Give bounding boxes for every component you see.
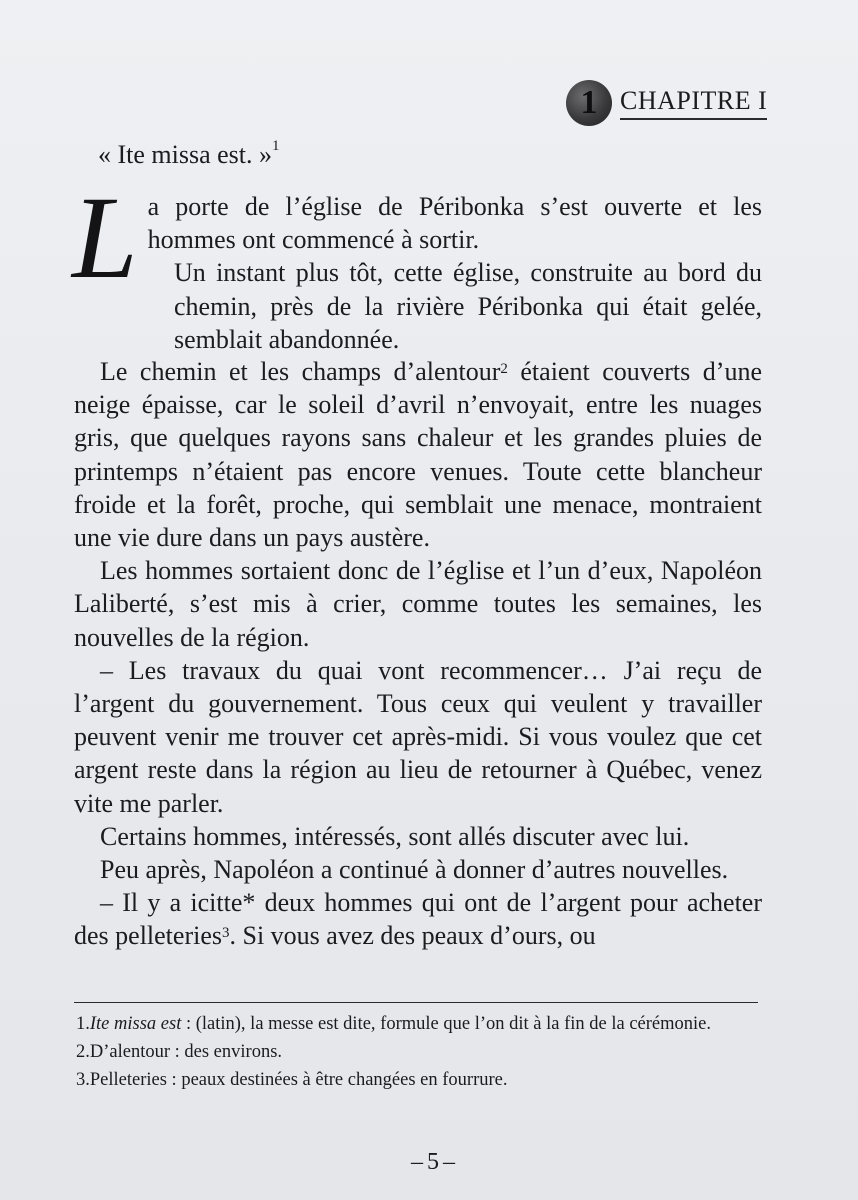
chapter-number-badge: 1 [566, 80, 612, 126]
paragraph-4-text: Les hommes sortaient donc de l’église et l’un d’eux, Napoléon Laliberté, s’est mis à crier, comme toutes les semaines, les nouvelles de la région. [74, 556, 762, 652]
paragraph-5-text: – Les travaux du quai vont recommencer… J’ai reçu de l’argent du gouvernement. Tous ceux qui veulent y travailler peuvent venir me trouver cet après-midi. Si vous voulez que cet argent reste dans la région au lieu de retourner à Québec, venez vite me parler. [74, 655, 762, 818]
paragraph-2 [74, 256, 762, 356]
footnote-1 [76, 1012, 766, 1036]
paragraph-8 [74, 886, 762, 952]
footnotes [76, 1012, 766, 1096]
footnote-1-term: Ite missa est [89, 1014, 182, 1034]
page-number-value: 5 [427, 1149, 439, 1175]
chapter-header [566, 80, 767, 126]
paragraph-3-text-b: étaient couverts d’une neige épaisse, car le soleil d’avril n’envoyait, entre les nuages gris, que quelques rayons sans chaleur et les grandes pluies de printemps n’étaient pas encore venues. Toute cette blancheur froide et la forêt, proche, qui semblait une menace, montraient une vie dure dans un pays austère. [74, 357, 762, 553]
chapter-title: CHAPITRE I [620, 86, 767, 120]
footnote-3 [76, 1068, 766, 1092]
page-number-dash-left: – [411, 1149, 423, 1175]
paragraph-3 [74, 355, 762, 554]
epigraph [98, 140, 280, 170]
drop-cap: L [72, 172, 138, 303]
footnote-2 [76, 1040, 766, 1064]
paragraph-6 [74, 820, 762, 853]
footnote-2-text: D’alentour : des environs. [89, 1042, 283, 1062]
paragraph-4 [74, 554, 762, 654]
footnote-2-number: 2. [76, 1042, 90, 1062]
paragraph-8-text-b: . Si vous avez des peaux d’ours, ou [229, 921, 596, 951]
page-number-dash-right: – [443, 1149, 455, 1175]
paragraph-6-text: Certains hommes, intéressés, sont allés discuter avec lui. [100, 821, 690, 851]
paragraph-3-text-a: Le chemin et les champs d’alentour [100, 357, 501, 387]
footnote-1-text: : (latin), la messe est dite, formule que l’on dit à la fin de la cérémonie. [181, 1014, 711, 1034]
footnote-ref-2: 2 [500, 361, 508, 378]
paragraph-1-text: a porte de l’église de Péribonka s’est ouverte et les hommes ont commencé à sortir. [147, 192, 762, 255]
paragraph-7 [74, 853, 762, 886]
paragraph-1 [72, 172, 762, 303]
paragraph-5 [74, 654, 762, 820]
epigraph-text: « Ite missa est. » [98, 140, 273, 169]
footnote-3-number: 3. [76, 1070, 90, 1090]
body-text [72, 172, 762, 953]
page-number [0, 1149, 858, 1176]
footnote-3-text: Pelleteries : peaux destinées à être changées en fourrure. [89, 1070, 508, 1090]
footnote-ref-3: 3 [222, 925, 230, 942]
footnote-ref-1: 1 [272, 138, 280, 154]
paragraph-2-text: Un instant plus tôt, cette église, construite au bord du chemin, près de la rivière Péribonka qui était gelée, semblait abandonnée. [174, 258, 762, 354]
paragraph-7-text: Peu après, Napoléon a continué à donner d’autres nouvelles. [100, 855, 729, 885]
footnote-divider [74, 1002, 758, 1003]
footnote-1-number: 1. [76, 1014, 90, 1034]
paragraph-8-text-a: – Il y a icitte* deux hommes qui ont de l’argent pour acheter des pelleteries [74, 888, 762, 951]
